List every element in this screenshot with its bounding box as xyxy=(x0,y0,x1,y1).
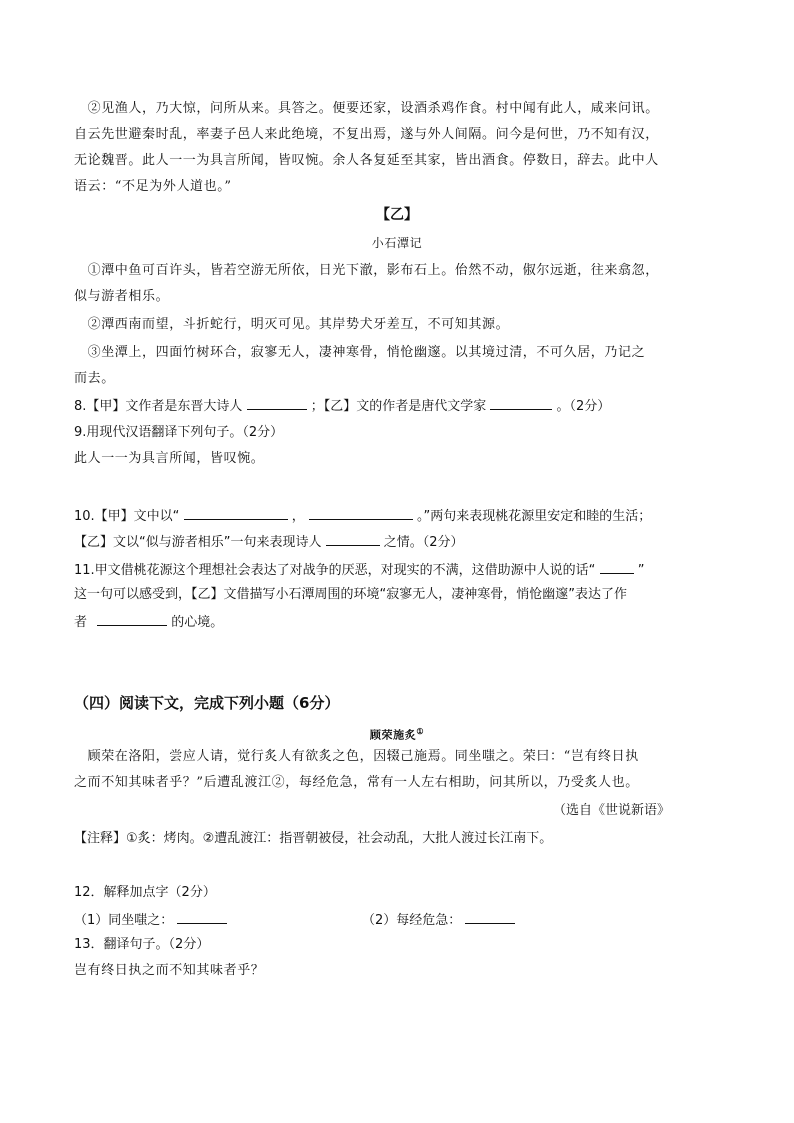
q11-text-a: 11.甲文借桃花源这个理想社会表达了对战争的厌恶，对现实的不满，这借助源中人说的话“ xyxy=(74,563,596,578)
yi-line: ②潭西南而望，斗折蛇行，明灭可见。其岸势犬牙差互，不可知其源。 xyxy=(74,317,510,332)
q11-answer-blank-2[interactable] xyxy=(97,612,167,626)
q8-text-c: 。（2分） xyxy=(556,399,611,414)
yi-line: ①潭中鱼可百许头，皆若空游无所依，日光下澈，影布石上。佁然不动，俶尔远逝，往来翕忽， xyxy=(74,263,659,278)
question-12-prompt: 12．解释加点字（2分） xyxy=(74,885,216,900)
question-10 xyxy=(74,506,651,526)
q10-answer-blank-3[interactable] xyxy=(326,532,380,546)
jia-para-line: ②见渔人，乃大惊，问所从来。具答之。便要还家，设酒杀鸡作食。村中闻有此人，咸来问讯。 xyxy=(74,101,659,116)
q10-answer-blank-2[interactable] xyxy=(309,506,413,520)
question-13-sentence: 岂有终日执之而不知其味者乎？ xyxy=(74,963,265,978)
q10-text-a: 10.【甲】文中以“ xyxy=(74,509,180,524)
section-4-heading: （四）阅读下文，完成下列小题（6分） xyxy=(74,694,340,712)
question-12-item-2 xyxy=(362,910,515,930)
q11-text-d: 者 xyxy=(74,615,88,630)
section-4-source: （选自《世说新语》 xyxy=(552,803,670,818)
question-12-item-1 xyxy=(74,910,227,930)
section-4-title xyxy=(0,722,794,745)
question-10-line2 xyxy=(74,532,464,552)
q11-text-b: ” xyxy=(637,563,645,578)
yi-line: 而去。 xyxy=(74,371,115,386)
q8-answer-blank-2[interactable] xyxy=(490,396,552,410)
section-4-title-text: 顾荣施炙 xyxy=(369,728,417,742)
question-8 xyxy=(74,396,610,416)
section-4-title-note: ① xyxy=(416,726,425,736)
q11-answer-blank-1[interactable] xyxy=(600,560,634,574)
section-4-note: 【注释】①炙：烤肉。②遭乱渡江：指晋朝被侵，社会动乱，大批人渡过长江南下。 xyxy=(74,831,553,846)
yi-label: 【乙】 xyxy=(376,207,418,223)
section-4-line: 之而不知其味者乎？”后遭乱渡江②，每经危急，常有一人左右相助，问其所以，乃受炙人也。 xyxy=(74,775,639,790)
question-13-prompt: 13．翻译句子。（2分） xyxy=(74,937,210,952)
question-9-prompt: 9.用现代汉语翻译下列句子。（2分） xyxy=(74,425,284,440)
question-11-line2: 这一句可以感受到，【乙】文借描写小石潭周围的环境“寂寥无人，凄神寒骨，悄怆幽邃”表达了作 xyxy=(74,587,627,602)
jia-para-line: 自云先世避秦时乱，率妻子邑人来此绝境，不复出焉，遂与外人间隔。问今是何世，乃不知有汉， xyxy=(74,127,659,142)
q10-text-b: ， xyxy=(291,509,305,524)
question-11-line3 xyxy=(74,612,223,632)
q8-answer-blank-1[interactable] xyxy=(247,396,307,410)
section-4-line: 顾荣在洛阳，尝应人请，觉行炙人有欲炙之色，因辍己施焉。同坐嗤之。荣曰：“岂有终日执 xyxy=(74,749,639,764)
q10-text-c: 。”两句来表现桃花源里安定和睦的生活； xyxy=(417,509,652,524)
question-11 xyxy=(74,560,644,580)
yi-line: ③坐潭上，四面竹树环合，寂寥无人，凄神寒骨，悄怆幽邃。以其境过清，不可久居，乃记之 xyxy=(74,345,646,360)
q10-text-e: 之情。（2分） xyxy=(383,535,464,550)
q10-text-d: 【乙】文以“似与游者相乐”一句来表现诗人 xyxy=(74,535,322,550)
q10-answer-blank-1[interactable] xyxy=(184,506,288,520)
q12-answer-blank-2[interactable] xyxy=(465,910,515,924)
jia-para-line: 语云：“不足为外人道也。” xyxy=(74,179,232,194)
jia-para-line: 无论魏晋。此人一一为具言所闻，皆叹惋。余人各复延至其家，皆出酒食。停数日，辞去。此中人 xyxy=(74,153,659,168)
q12-answer-blank-1[interactable] xyxy=(177,910,227,924)
yi-line: 似与游者相乐。 xyxy=(74,289,170,304)
q8-text-a: 8.【甲】文作者是东晋大诗人 xyxy=(74,399,243,414)
q8-text-b: ；【乙】文的作者是唐代文学家 xyxy=(310,399,487,414)
yi-title: 小石潭记 xyxy=(371,236,423,250)
q12-item2-label: （2）每经危急： xyxy=(362,913,462,928)
question-9-sentence: 此人一一为具言所闻，皆叹惋。 xyxy=(74,451,265,466)
q12-item1-label: （1）同坐嗤之： xyxy=(74,913,174,928)
q11-text-e: 的心境。 xyxy=(171,615,224,630)
